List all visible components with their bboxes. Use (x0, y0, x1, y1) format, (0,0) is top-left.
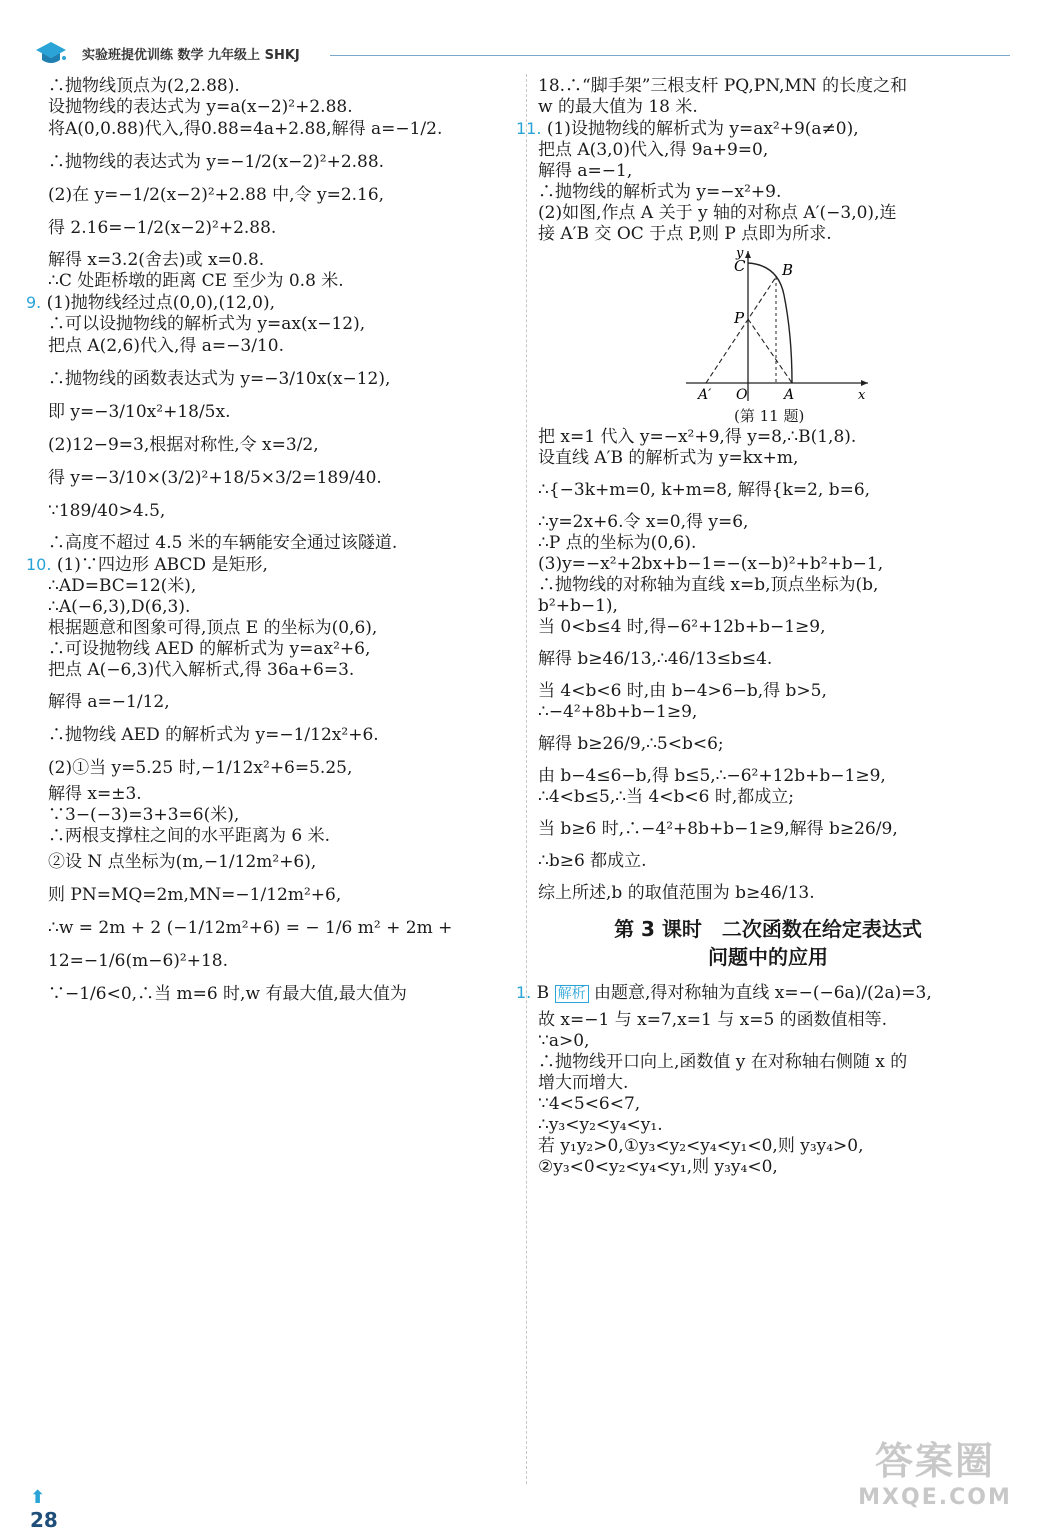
text-line: ∴P 点的坐标为(0,6). (538, 533, 697, 553)
text-line: (1)抛物线经过点(0,0),(12,0), (46, 293, 275, 313)
section-title (538, 915, 998, 971)
text-line: 解得 b≥26/9,∴5<b<6; (538, 734, 724, 754)
text-line: 设抛物线的表达式为 y=a(x−2)²+2.88. (48, 97, 353, 117)
text-line: 则 PN=MQ=2m,MN=−1/12m²+6, (48, 885, 342, 905)
label-O: O (736, 387, 748, 403)
column-divider (526, 74, 527, 1484)
text-line: ∴y=2x+6.令 x=0,得 y=6, (538, 512, 749, 532)
label-A-prime: A′ (698, 387, 712, 403)
text-line: ∴w = 2m + 2 (−1/12m²+6) = − 1/6 m² + 2m + (48, 918, 453, 938)
text-line: ∵−1/6<0,∴当 m=6 时,w 有最大值,最大值为 (48, 984, 407, 1004)
text-line: ∴两根支撑柱之间的水平距离为 6 米. (48, 826, 331, 846)
text-line: 由题意,得对称轴为直线 x=−(−6a)/(2a)=3, (593, 983, 932, 1003)
label-B: B (782, 261, 794, 279)
text-line: (1)设抛物线的解析式为 y=ax²+9(a≠0), (546, 119, 859, 139)
text-line: ∴A(−6,3),D(6,3). (48, 597, 191, 617)
text-line: ∴可以设抛物线的解析式为 y=ax(x−12), (48, 314, 366, 334)
text-line: 由 b−4≤6−b,得 b≤5,∴−6²+12b+b−1≥9, (538, 766, 886, 786)
question-number: 1. (516, 983, 532, 1002)
section-title-line-2: 问题中的应用 (708, 945, 828, 969)
watermark-logo: 答案圈 (874, 1439, 995, 1483)
analysis-tag: 解析 (555, 985, 589, 1003)
text-line: 解得 b≥46/13,∴46/13≤b≤4. (538, 649, 773, 669)
right-column (516, 76, 998, 1178)
watermark-url: MXQE.COM (858, 1485, 1012, 1510)
text-line: 当 0<b≤4 时,得−6²+12b+b−1≥9, (538, 617, 826, 637)
text-line: (3)y=−x²+2bx+b−1=−(x−b)²+b²+b−1, (538, 554, 884, 574)
label-y: y (736, 246, 744, 261)
text-line: 当 4<b<6 时,由 b−4>6−b,得 b>5, (538, 681, 827, 701)
watermark (855, 1430, 1015, 1530)
text-line: ∴AD=BC=12(米), (48, 576, 197, 596)
question-number: 9. (26, 293, 42, 312)
text-line: 当 b≥6 时,∴−4²+8b+b−1≥9,解得 b≥26/9, (538, 819, 898, 839)
text-line: ∵4<5<6<7, (538, 1094, 641, 1114)
question-11-line (516, 118, 998, 140)
text-line: 解得 a=−1, (538, 161, 633, 181)
text-line: ∴C 处距桥墩的距离 CE 至少为 0.8 米. (48, 271, 344, 291)
text-line: (2)在 y=−1/2(x−2)²+2.88 中,令 y=2.16, (48, 185, 385, 205)
left-column (26, 76, 498, 1006)
text-line: 若 y₁y₂>0,①y₃<y₂<y₄<y₁<0,则 y₃y₄>0, (538, 1136, 864, 1156)
text-line: ∵189/40>4.5, (48, 501, 166, 521)
text-line: ∴抛物线的表达式为 y=−1/2(x−2)²+2.88. (48, 152, 385, 172)
text-line: ②设 N 点坐标为(m,−1/12m²+6), (48, 852, 317, 872)
question-1-line (516, 981, 998, 1006)
text-line: 将A(0,0.88)代入,得0.88=4a+2.88,解得 a=−1/2. (48, 119, 443, 139)
text-line: ∴抛物线 AED 的解析式为 y=−1/12x²+6. (48, 725, 379, 745)
question-number: 10. (26, 555, 52, 574)
text-line: 解得 x=3.2(舍去)或 x=0.8. (48, 250, 265, 270)
header-rule (330, 55, 1010, 56)
text-line: 12=−1/6(m−6)²+18. (48, 951, 229, 971)
text-line: 解得 a=−1/12, (48, 692, 170, 712)
text-line: 设直线 A′B 的解析式为 y=kx+m, (538, 448, 799, 468)
text-line: b²+b−1), (538, 596, 618, 616)
text-line: 把 x=1 代入 y=−x²+9,得 y=8,∴B(1,8). (538, 427, 857, 447)
page-number (30, 1484, 76, 1532)
text-line: 得 y=−3/10×(3/2)²+18/5×3/2=189/40. (48, 468, 382, 488)
text-line: 把点 A(−6,3)代入解析式,得 36a+6=3. (48, 660, 355, 680)
page-number-text: 28 (30, 1508, 58, 1532)
text-line: ∴抛物线的对称轴为直线 x=b,顶点坐标为(b, (538, 575, 879, 595)
text-line: ∵a>0, (538, 1031, 590, 1051)
label-A: A (784, 387, 795, 403)
text-line: 18.∴“脚手架”三根支杆 PQ,PN,MN 的长度之和 (538, 76, 908, 96)
text-line: ∴抛物线开口向上,函数值 y 在对称轴右侧随 x 的 (538, 1052, 908, 1072)
question-9-line (26, 292, 498, 314)
text-line: (2)如图,作点 A 关于 y 轴的对称点 A′(−3,0),连 (538, 203, 897, 223)
text-line: ∴抛物线的解析式为 y=−x²+9. (538, 182, 782, 202)
text-line: ∴可设抛物线 AED 的解析式为 y=ax²+6, (48, 639, 371, 659)
text-line: (2)①当 y=5.25 时,−1/12x²+6=5.25, (48, 758, 353, 778)
page-header (30, 38, 1010, 68)
text-line: ∴抛物线顶点为(2,2.88). (48, 76, 240, 96)
text-line: 解得 x=±3. (48, 784, 142, 804)
text-line: ∴{−3k+m=0, k+m=8, 解得{k=2, b=6, (538, 480, 871, 500)
text-line: (1)∵四边形 ABCD 是矩形, (56, 555, 268, 575)
section-title-line-1: 第 3 课时 二次函数在给定表达式 (614, 917, 922, 941)
book-logo-icon (34, 38, 68, 68)
answer-choice: B (536, 983, 550, 1003)
figure-11 (538, 245, 998, 427)
label-C: C (734, 257, 746, 275)
label-P: P (734, 309, 745, 327)
text-line: w 的最大值为 18 米. (538, 97, 698, 117)
text-line: 综上所述,b 的取值范围为 b≥46/13. (538, 883, 815, 903)
text-line: ∴b≥6 都成立. (538, 851, 647, 871)
text-line: 接 A′B 交 OC 于点 P,则 P 点即为所求. (538, 224, 832, 244)
text-line: ∴抛物线的函数表达式为 y=−3/10x(x−12), (48, 369, 391, 389)
text-line: ∴高度不超过 4.5 米的车辆能安全通过该隧道. (48, 533, 398, 553)
text-line: 根据题意和图象可得,顶点 E 的坐标为(0,6), (48, 618, 378, 638)
text-line: 增大而增大. (538, 1073, 629, 1093)
text-line: 故 x=−1 与 x=7,x=1 与 x=5 的函数值相等. (538, 1010, 888, 1030)
text-line: 把点 A(2,6)代入,得 a=−3/10. (48, 336, 284, 356)
text-line: (2)12−9=3,根据对称性,令 x=3/2, (48, 435, 319, 455)
parabola-diagram (678, 245, 878, 405)
text-line: ∵3−(−3)=3+3=6(米), (48, 805, 240, 825)
text-line: ∴−4²+8b+b−1≥9, (538, 702, 698, 722)
header-title: 实验班提优训练 数学 九年级上 SHKJ (82, 48, 300, 63)
question-10-line (26, 554, 498, 576)
figure-caption: (第 11 题) (734, 407, 805, 425)
label-x: x (858, 388, 866, 403)
text-line: 得 2.16=−1/2(x−2)²+2.88. (48, 218, 277, 238)
text-line: 把点 A(3,0)代入,得 9a+9=0, (538, 140, 769, 160)
up-arrow-icon: ⬆ (30, 1487, 46, 1508)
text-line: 即 y=−3/10x²+18/5x. (48, 402, 231, 422)
question-number: 11. (516, 119, 542, 138)
text-line: ∴y₃<y₂<y₄<y₁. (538, 1115, 663, 1135)
text-line: ②y₃<0<y₂<y₄<y₁,则 y₃y₄<0, (538, 1157, 778, 1177)
text-line: ∴4<b≤5,∴当 4<b<6 时,都成立; (538, 787, 794, 807)
